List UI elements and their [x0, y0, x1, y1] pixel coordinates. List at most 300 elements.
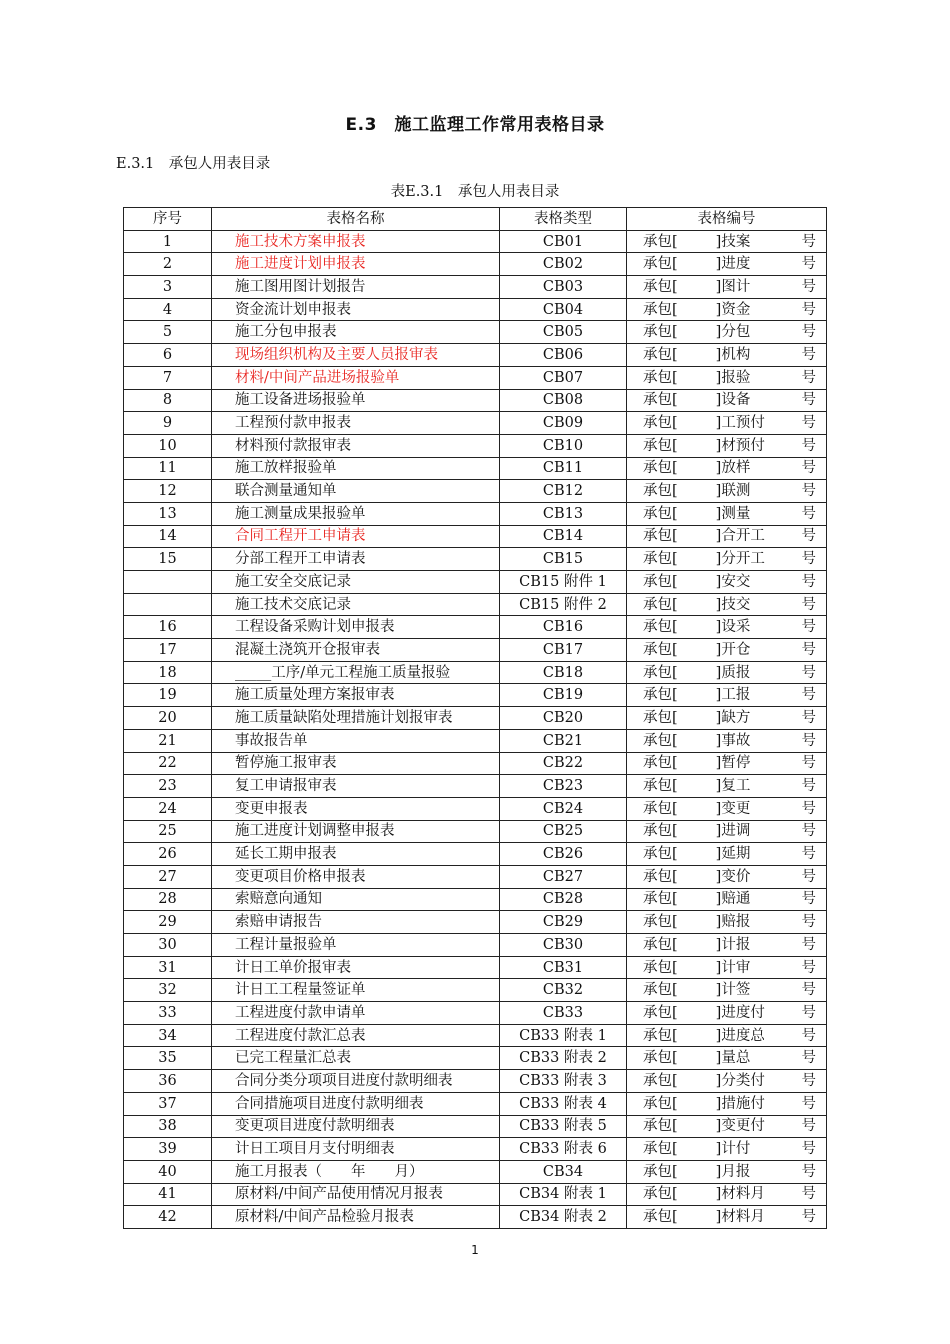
code-label: ]计付 [715, 1141, 751, 1158]
row-form-name: 计日工单价报审表 [212, 956, 500, 979]
code-suffix: 号 [801, 324, 816, 341]
code-prefix: 承包[ [643, 959, 678, 976]
code-suffix: 号 [801, 982, 816, 999]
row-form-name: 施工质量缺陷处理措施计划报审表 [212, 707, 500, 730]
code-suffix: 号 [801, 1095, 816, 1112]
code-suffix: 号 [801, 755, 816, 772]
row-form-name: 施工分包申报表 [212, 321, 500, 344]
table-row [124, 548, 827, 571]
row-form-name: 材料预付款报审表 [212, 434, 500, 457]
code-suffix: 号 [801, 914, 816, 931]
table-row [124, 775, 827, 798]
code-suffix: 号 [801, 1072, 816, 1089]
row-form-name: 变更申报表 [212, 797, 500, 820]
row-form-name: 分部工程开工申请表 [212, 548, 500, 571]
row-seq: 35 [124, 1047, 212, 1070]
table-row [124, 1024, 827, 1047]
code-suffix: 号 [801, 641, 816, 658]
table-row [124, 480, 827, 503]
row-form-name: 施工进度计划申报表 [212, 253, 500, 276]
row-form-name: 现场组织机构及主要人员报审表 [212, 344, 500, 367]
header-type: 表格类型 [500, 208, 627, 231]
row-seq: 30 [124, 934, 212, 957]
code-prefix: 承包[ [643, 346, 678, 363]
code-label: ]材预付 [715, 437, 765, 454]
table-caption: 表E.3.1 承包人用表目录 [390, 184, 560, 200]
row-seq: 8 [124, 389, 212, 412]
table-row [124, 412, 827, 435]
row-form-name: 施工质量处理方案报审表 [212, 684, 500, 707]
code-prefix: 承包[ [643, 709, 678, 726]
row-form-name: 施工技术方案申报表 [212, 230, 500, 253]
code-label: ]进调 [715, 823, 751, 840]
code-prefix: 承包[ [643, 687, 678, 704]
code-suffix: 号 [801, 778, 816, 795]
row-form-code [627, 956, 827, 979]
row-form-name: 施工安全交底记录 [212, 571, 500, 594]
row-form-code [627, 571, 827, 594]
code-label: ]缺方 [715, 709, 751, 726]
row-form-type: CB17 [500, 639, 627, 662]
code-prefix: 承包[ [643, 573, 678, 590]
table-row [124, 639, 827, 662]
code-prefix: 承包[ [643, 868, 678, 885]
row-form-code [627, 820, 827, 843]
row-form-name: 施工进度计划调整申报表 [212, 820, 500, 843]
row-form-name: 变更项目进度付款明细表 [212, 1115, 500, 1138]
table-row [124, 752, 827, 775]
code-suffix: 号 [801, 437, 816, 454]
row-form-type: CB24 [500, 797, 627, 820]
code-prefix: 承包[ [643, 596, 678, 613]
row-seq: 38 [124, 1115, 212, 1138]
row-form-code [627, 480, 827, 503]
table-row [124, 1092, 827, 1115]
row-seq: 16 [124, 616, 212, 639]
code-label: ]放样 [715, 460, 751, 477]
code-label: ]开仓 [715, 641, 751, 658]
row-seq: 25 [124, 820, 212, 843]
code-suffix: 号 [801, 1186, 816, 1203]
row-form-name: 索赔申请报告 [212, 911, 500, 934]
table-row [124, 276, 827, 299]
code-label: ]延期 [715, 846, 751, 863]
row-form-code [627, 865, 827, 888]
table-row [124, 366, 827, 389]
code-suffix: 号 [801, 415, 816, 432]
code-label: ]进度 [715, 256, 751, 273]
row-form-code [627, 934, 827, 957]
code-suffix: 号 [801, 1141, 816, 1158]
code-prefix: 承包[ [643, 505, 678, 522]
code-prefix: 承包[ [643, 619, 678, 636]
code-prefix: 承包[ [643, 1163, 678, 1180]
row-form-name: _____工序/单元工程施工质量报验 [212, 661, 500, 684]
row-form-code [627, 525, 827, 548]
row-seq: 4 [124, 298, 212, 321]
code-label: ]机构 [715, 346, 751, 363]
code-prefix: 承包[ [643, 1209, 678, 1226]
code-suffix: 号 [801, 551, 816, 568]
row-seq: 36 [124, 1070, 212, 1093]
row-form-code [627, 1183, 827, 1206]
row-form-name: 计日工项目月支付明细表 [212, 1138, 500, 1161]
code-suffix: 号 [801, 369, 816, 386]
code-label: ]质报 [715, 664, 751, 681]
row-form-name: 施工设备进场报验单 [212, 389, 500, 412]
row-form-type: CB33 附表 5 [500, 1115, 627, 1138]
row-form-type: CB13 [500, 502, 627, 525]
row-seq: 12 [124, 480, 212, 503]
row-form-type: CB33 附表 1 [500, 1024, 627, 1047]
code-label: ]工预付 [715, 415, 765, 432]
code-prefix: 承包[ [643, 936, 678, 953]
row-seq: 41 [124, 1183, 212, 1206]
table-row [124, 298, 827, 321]
row-form-code [627, 344, 827, 367]
code-label: ]分类付 [715, 1072, 765, 1089]
row-seq: 10 [124, 434, 212, 457]
table-row [124, 457, 827, 480]
code-prefix: 承包[ [643, 233, 678, 250]
row-form-type: CB31 [500, 956, 627, 979]
row-form-name: 工程进度付款汇总表 [212, 1024, 500, 1047]
code-label: ]复工 [715, 778, 751, 795]
row-form-type: CB15 附件 2 [500, 593, 627, 616]
code-label: ]设备 [715, 392, 751, 409]
row-form-code [627, 843, 827, 866]
table-row [124, 888, 827, 911]
table-row [124, 1138, 827, 1161]
row-form-name: 工程计量报验单 [212, 934, 500, 957]
row-form-code [627, 1047, 827, 1070]
code-prefix: 承包[ [643, 1072, 678, 1089]
row-form-code [627, 661, 827, 684]
code-label: ]事故 [715, 732, 751, 749]
row-form-code [627, 707, 827, 730]
row-form-code [627, 911, 827, 934]
code-label: ]量总 [715, 1050, 751, 1067]
code-label: ]资金 [715, 301, 751, 318]
row-form-name: 变更项目价格申报表 [212, 865, 500, 888]
row-form-type: CB08 [500, 389, 627, 412]
code-prefix: 承包[ [643, 278, 678, 295]
row-form-code [627, 253, 827, 276]
code-prefix: 承包[ [643, 891, 678, 908]
row-form-code [627, 1002, 827, 1025]
row-seq: 28 [124, 888, 212, 911]
code-suffix: 号 [801, 823, 816, 840]
code-prefix: 承包[ [643, 778, 678, 795]
code-label: ]图计 [715, 278, 751, 295]
row-form-code [627, 1138, 827, 1161]
row-seq: 15 [124, 548, 212, 571]
row-seq: 2 [124, 253, 212, 276]
row-form-type: CB29 [500, 911, 627, 934]
row-seq: 23 [124, 775, 212, 798]
table-row [124, 1115, 827, 1138]
code-label: ]计报 [715, 936, 751, 953]
code-suffix: 号 [801, 233, 816, 250]
table-row [124, 797, 827, 820]
row-seq: 17 [124, 639, 212, 662]
row-form-name: 施工测量成果报验单 [212, 502, 500, 525]
row-seq: 26 [124, 843, 212, 866]
row-form-type: CB09 [500, 412, 627, 435]
code-suffix: 号 [801, 959, 816, 976]
code-prefix: 承包[ [643, 1186, 678, 1203]
table-row [124, 956, 827, 979]
code-prefix: 承包[ [643, 483, 678, 500]
code-label: ]报验 [715, 369, 751, 386]
code-label: ]分开工 [715, 551, 765, 568]
row-form-type: CB22 [500, 752, 627, 775]
row-form-code [627, 639, 827, 662]
code-label: ]计审 [715, 959, 751, 976]
code-prefix: 承包[ [643, 301, 678, 318]
row-seq: 14 [124, 525, 212, 548]
row-form-type: CB32 [500, 979, 627, 1002]
row-form-code [627, 502, 827, 525]
row-form-type: CB15 [500, 548, 627, 571]
row-seq: 42 [124, 1206, 212, 1229]
code-prefix: 承包[ [643, 664, 678, 681]
code-label: ]变更付 [715, 1118, 765, 1135]
code-label: ]合开工 [715, 528, 765, 545]
row-form-type: CB14 [500, 525, 627, 548]
row-seq: 5 [124, 321, 212, 344]
row-seq: 3 [124, 276, 212, 299]
table-row [124, 661, 827, 684]
row-form-type: CB34 [500, 1160, 627, 1183]
table-row [124, 344, 827, 367]
code-prefix: 承包[ [643, 982, 678, 999]
header-seq: 序号 [124, 208, 212, 231]
table-row [124, 707, 827, 730]
row-form-code [627, 434, 827, 457]
row-form-type: CB16 [500, 616, 627, 639]
row-form-name: 合同分类分项项目进度付款明细表 [212, 1070, 500, 1093]
row-seq: 22 [124, 752, 212, 775]
table-row [124, 571, 827, 594]
row-form-code [627, 616, 827, 639]
row-form-code [627, 298, 827, 321]
row-form-type: CB34 附表 2 [500, 1206, 627, 1229]
table-row [124, 321, 827, 344]
table-row [124, 843, 827, 866]
row-form-code [627, 593, 827, 616]
row-form-type: CB33 附表 2 [500, 1047, 627, 1070]
code-suffix: 号 [801, 346, 816, 363]
row-form-name: 施工月报表（ 年 月） [212, 1160, 500, 1183]
code-prefix: 承包[ [643, 437, 678, 454]
table-row [124, 729, 827, 752]
row-form-type: CB10 [500, 434, 627, 457]
row-seq [124, 571, 212, 594]
row-form-type: CB34 附表 1 [500, 1183, 627, 1206]
code-label: ]材料月 [715, 1209, 765, 1226]
table-row [124, 616, 827, 639]
row-form-type: CB11 [500, 457, 627, 480]
code-prefix: 承包[ [643, 914, 678, 931]
form-catalog-table [123, 207, 827, 1229]
table-row [124, 434, 827, 457]
table-row [124, 593, 827, 616]
table-row [124, 230, 827, 253]
row-form-name: 材料/中间产品进场报验单 [212, 366, 500, 389]
row-form-code [627, 684, 827, 707]
code-suffix: 号 [801, 936, 816, 953]
code-prefix: 承包[ [643, 392, 678, 409]
section-heading: E.3.1 承包人用表目录 [116, 156, 271, 172]
code-label: ]赔报 [715, 914, 751, 931]
row-form-type: CB05 [500, 321, 627, 344]
table-row [124, 934, 827, 957]
row-seq: 6 [124, 344, 212, 367]
row-form-code [627, 548, 827, 571]
row-seq: 29 [124, 911, 212, 934]
code-suffix: 号 [801, 846, 816, 863]
code-prefix: 承包[ [643, 641, 678, 658]
code-prefix: 承包[ [643, 324, 678, 341]
row-form-name: 原材料/中间产品检验月报表 [212, 1206, 500, 1229]
code-prefix: 承包[ [643, 256, 678, 273]
code-label: ]技交 [715, 596, 751, 613]
code-prefix: 承包[ [643, 415, 678, 432]
table-row [124, 1070, 827, 1093]
code-prefix: 承包[ [643, 732, 678, 749]
code-label: ]材料月 [715, 1186, 765, 1203]
code-prefix: 承包[ [643, 755, 678, 772]
row-seq: 39 [124, 1138, 212, 1161]
code-prefix: 承包[ [643, 800, 678, 817]
row-form-type: CB30 [500, 934, 627, 957]
code-label: ]测量 [715, 505, 751, 522]
row-form-code [627, 729, 827, 752]
row-form-name: 已完工程量汇总表 [212, 1047, 500, 1070]
code-prefix: 承包[ [643, 846, 678, 863]
code-prefix: 承包[ [643, 1118, 678, 1135]
code-suffix: 号 [801, 687, 816, 704]
row-form-type: CB04 [500, 298, 627, 321]
table-body [124, 230, 827, 1228]
row-seq: 7 [124, 366, 212, 389]
row-form-type: CB20 [500, 707, 627, 730]
code-label: ]月报 [715, 1163, 751, 1180]
row-seq: 11 [124, 457, 212, 480]
row-seq: 27 [124, 865, 212, 888]
code-suffix: 号 [801, 460, 816, 477]
row-form-code [627, 1160, 827, 1183]
table-row [124, 1206, 827, 1229]
row-form-type: CB33 附表 6 [500, 1138, 627, 1161]
code-suffix: 号 [801, 709, 816, 726]
code-label: ]暂停 [715, 755, 751, 772]
row-seq: 19 [124, 684, 212, 707]
page-number: 1 [471, 1243, 479, 1257]
row-form-code [627, 230, 827, 253]
code-suffix: 号 [801, 596, 816, 613]
row-form-name: 事故报告单 [212, 729, 500, 752]
row-form-type: CB03 [500, 276, 627, 299]
row-form-type: CB06 [500, 344, 627, 367]
row-form-code [627, 752, 827, 775]
table-row [124, 684, 827, 707]
row-form-type: CB33 附表 3 [500, 1070, 627, 1093]
header-code: 表格编号 [627, 208, 827, 231]
code-prefix: 承包[ [643, 1050, 678, 1067]
code-label: ]进度总 [715, 1027, 765, 1044]
code-label: ]设采 [715, 619, 751, 636]
code-suffix: 号 [801, 278, 816, 295]
code-label: ]措施付 [715, 1095, 765, 1112]
row-form-name: 施工图用图计划报告 [212, 276, 500, 299]
row-form-code [627, 321, 827, 344]
code-suffix: 号 [801, 732, 816, 749]
row-form-code [627, 366, 827, 389]
code-prefix: 承包[ [643, 1141, 678, 1158]
code-suffix: 号 [801, 868, 816, 885]
row-form-type: CB01 [500, 230, 627, 253]
table-row [124, 253, 827, 276]
code-prefix: 承包[ [643, 460, 678, 477]
row-form-name: 混凝土浇筑开仓报审表 [212, 639, 500, 662]
row-form-name: 延长工期申报表 [212, 843, 500, 866]
code-label: ]变更 [715, 800, 751, 817]
code-prefix: 承包[ [643, 528, 678, 545]
code-label: ]分包 [715, 324, 751, 341]
code-suffix: 号 [801, 301, 816, 318]
code-prefix: 承包[ [643, 369, 678, 386]
code-label: ]安交 [715, 573, 751, 590]
table-row [124, 979, 827, 1002]
code-label: ]联测 [715, 483, 751, 500]
row-seq: 40 [124, 1160, 212, 1183]
code-label: ]进度付 [715, 1004, 765, 1021]
code-prefix: 承包[ [643, 823, 678, 840]
row-form-code [627, 457, 827, 480]
table-row [124, 502, 827, 525]
code-label: ]计签 [715, 982, 751, 999]
row-form-type: CB07 [500, 366, 627, 389]
row-form-code [627, 1115, 827, 1138]
row-form-name: 索赔意向通知 [212, 888, 500, 911]
row-form-name: 施工技术交底记录 [212, 593, 500, 616]
row-seq: 1 [124, 230, 212, 253]
row-form-name: 施工放样报验单 [212, 457, 500, 480]
row-form-type: CB18 [500, 661, 627, 684]
code-suffix: 号 [801, 619, 816, 636]
row-seq: 21 [124, 729, 212, 752]
row-form-type: CB23 [500, 775, 627, 798]
code-suffix: 号 [801, 528, 816, 545]
row-form-code [627, 797, 827, 820]
code-suffix: 号 [801, 1050, 816, 1067]
row-form-name: 工程设备采购计划申报表 [212, 616, 500, 639]
code-suffix: 号 [801, 1027, 816, 1044]
code-prefix: 承包[ [643, 1004, 678, 1021]
table-row [124, 389, 827, 412]
code-label: ]变价 [715, 868, 751, 885]
row-form-type: CB28 [500, 888, 627, 911]
code-prefix: 承包[ [643, 551, 678, 568]
code-label: ]工报 [715, 687, 751, 704]
code-suffix: 号 [801, 800, 816, 817]
table-header-row [124, 208, 827, 231]
row-form-name: 工程进度付款申请单 [212, 1002, 500, 1025]
row-form-type: CB25 [500, 820, 627, 843]
row-form-code [627, 1092, 827, 1115]
